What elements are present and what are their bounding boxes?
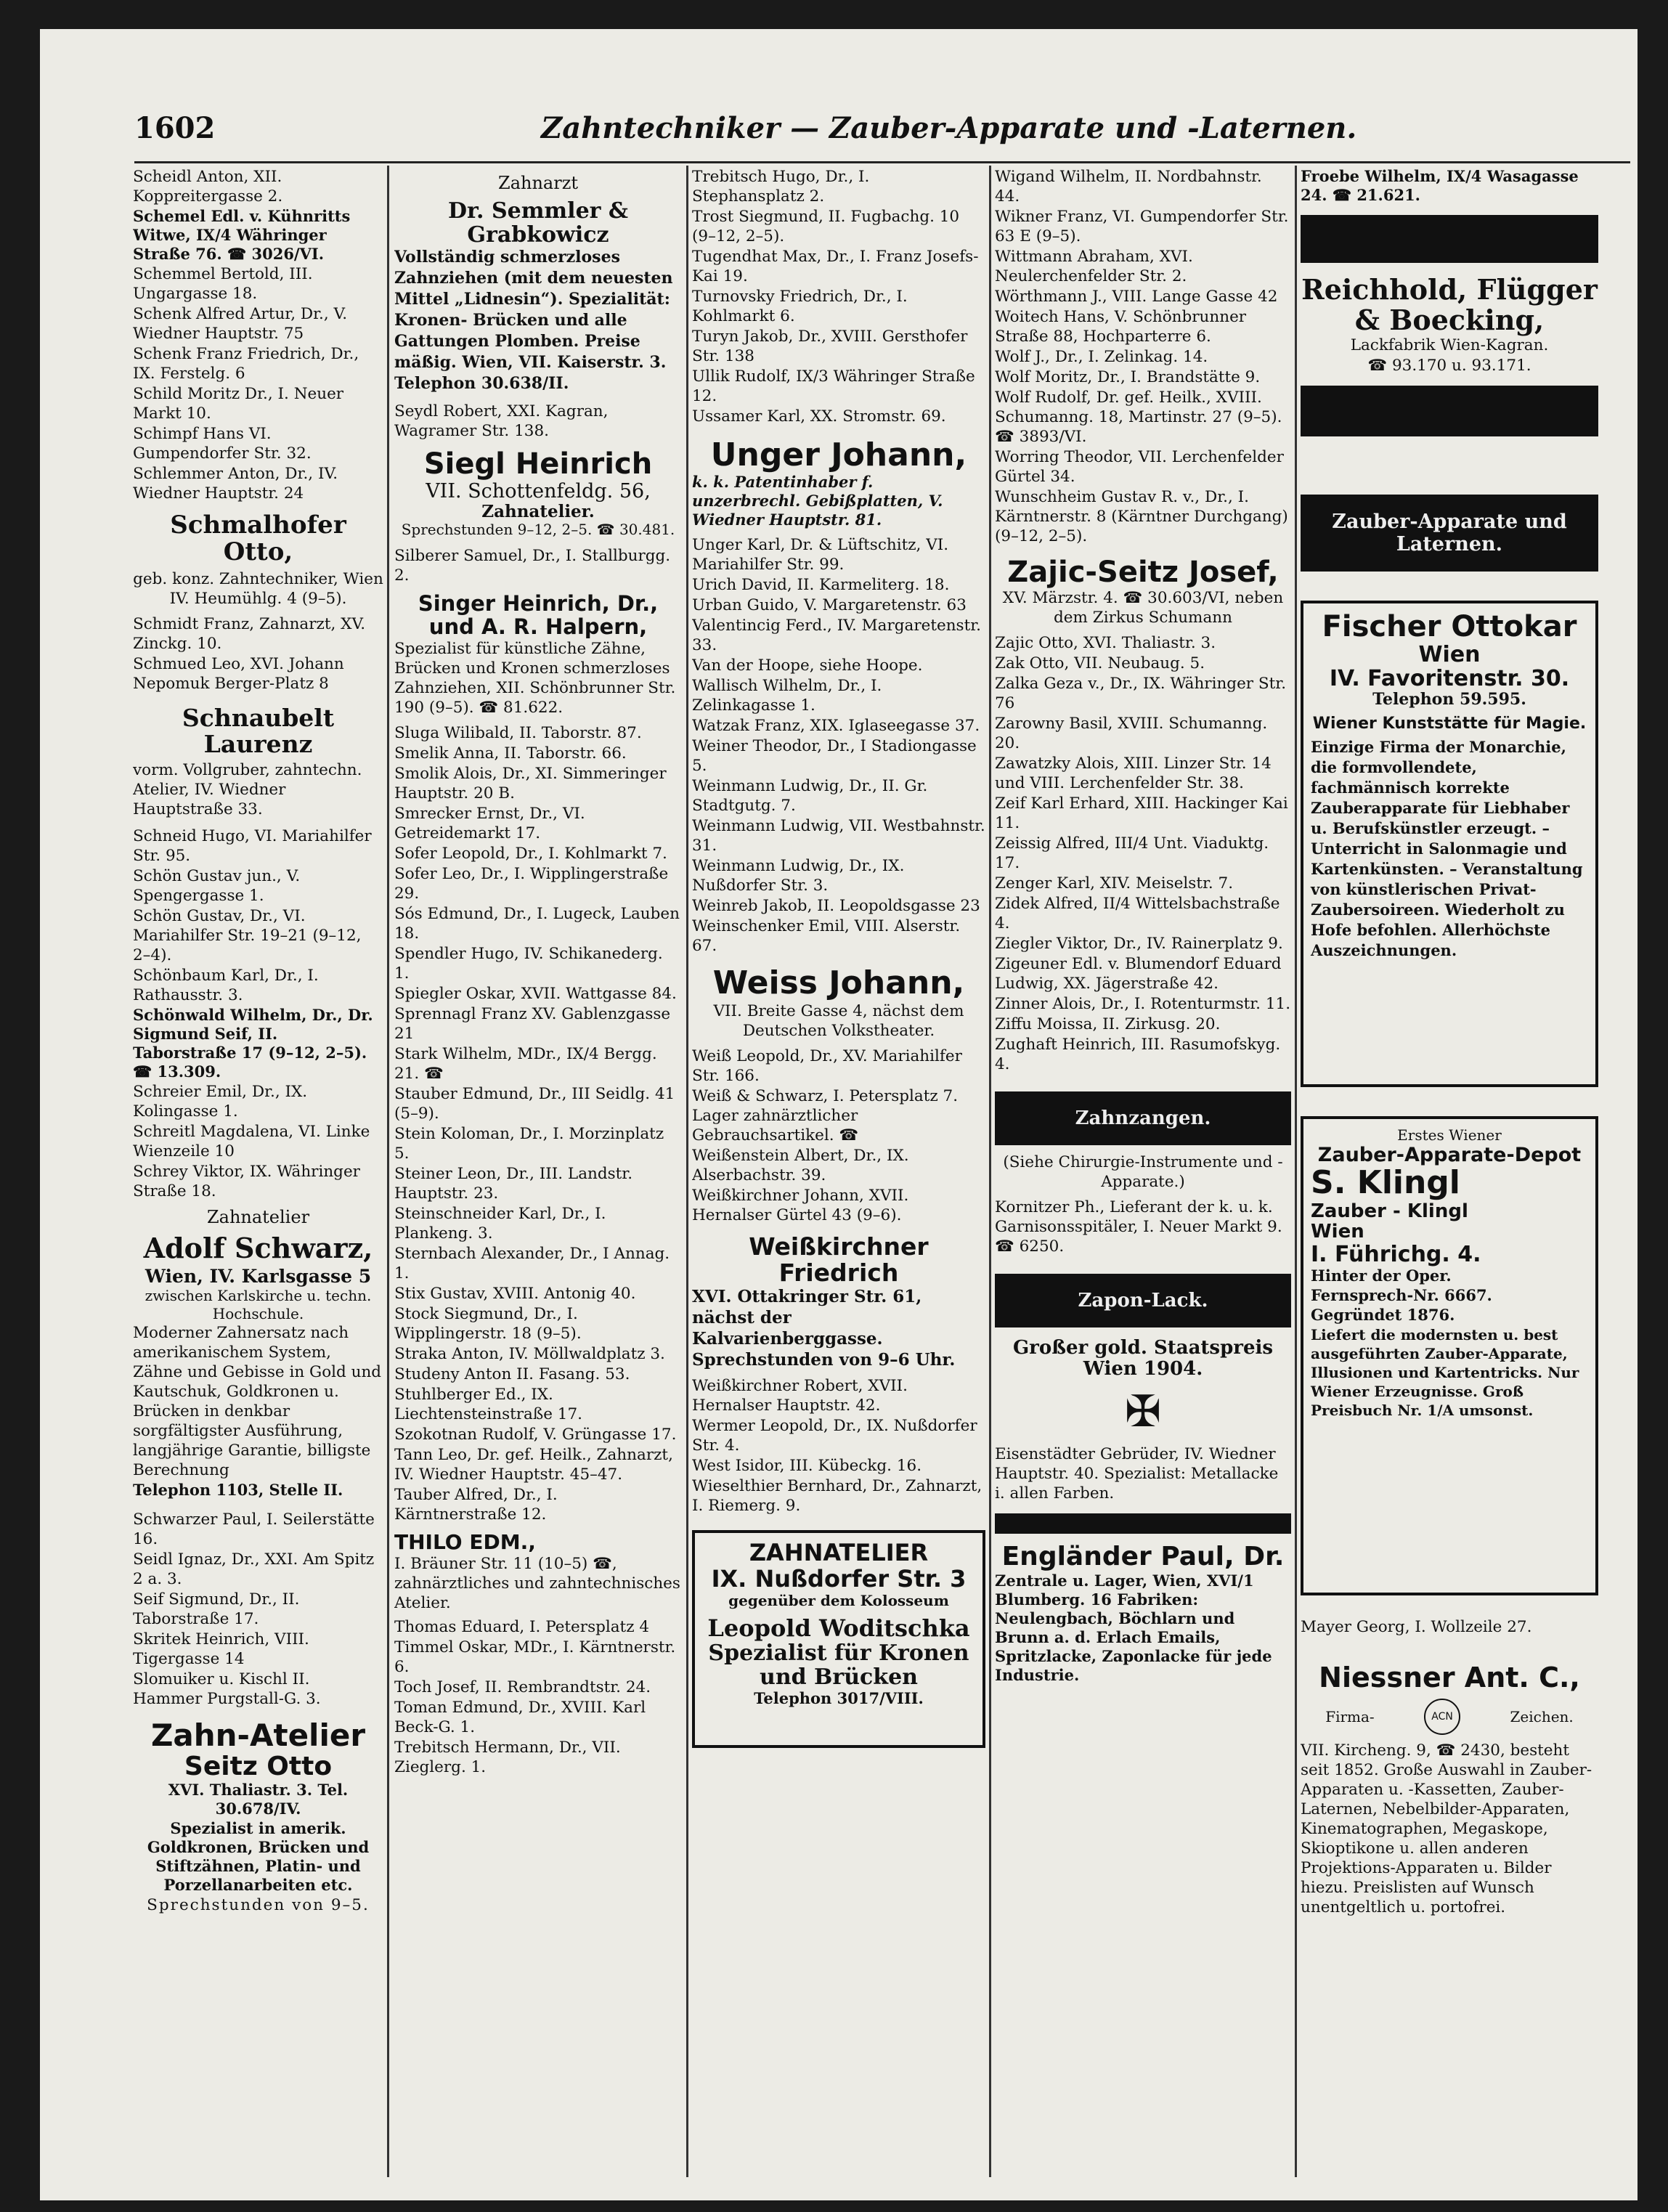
list-item: Zinner Alois, Dr., I. Rotenturmstr. 11. bbox=[995, 995, 1291, 1013]
ad-name: Weiss Johann, bbox=[712, 964, 965, 1002]
list-item: Schemmel Bertold, III. Ungargasse 18. bbox=[133, 265, 313, 303]
list-item: Schönbaum Karl, Dr., I. Rathausstr. 3. bbox=[133, 967, 319, 1005]
list-item: Ziegler Viktor, Dr., IV. Rainerplatz 9. bbox=[995, 935, 1283, 953]
list-item: Toman Edmund, Dr., XVIII. Karl Beck-G. 1. bbox=[394, 1698, 646, 1736]
list-item: Turyn Jakob, Dr., XVIII. Gersthofer Str. 138 bbox=[692, 328, 968, 365]
ad-sub: gegenüber dem Kolosseum bbox=[728, 1591, 949, 1609]
list-item: Ullik Rudolf, IX/3 Währinger Straße 12. bbox=[692, 367, 975, 405]
list-item: Schrey Viktor, IX. Währinger Straße 18. bbox=[133, 1163, 360, 1201]
column-divider bbox=[686, 166, 688, 2177]
list-item: Seydl Robert, XXI. Kagran, Wagramer Str. 138. bbox=[394, 402, 609, 440]
ad-city: Wien bbox=[1418, 641, 1481, 667]
ad-text: Zentrale u. Lager, Wien, XVI/1 Blumberg. 16 Fabriken: Neulengbach, Böchlarn und Brunn a. d. Erlach Emails, Spritzlacke, Zaponlacke für jede Industrie. bbox=[995, 1571, 1272, 1684]
list-item: Stock Siegmund, Dr., I. Wipplingerstr. 18 (9–5). bbox=[394, 1305, 582, 1343]
page-number: 1602 bbox=[134, 111, 216, 145]
list-item: Urban Guido, V. Margaretenstr. 63 bbox=[692, 596, 967, 615]
section-bar: Zauber-Apparate und Laternen. bbox=[1301, 495, 1598, 572]
list-item: Zenger Karl, XIV. Meiselstr. 7. bbox=[995, 874, 1234, 892]
list-item: Eisenstädter Gebrüder, IV. Wiedner Hauptstr. 40. Spezialist: Metallacke i. allen Farben. bbox=[995, 1445, 1279, 1503]
ad-sub: Wiener Kunststätte für Magie. bbox=[1312, 714, 1587, 733]
list-item: Mayer Georg, I. Wollzeile 27. bbox=[1301, 1617, 1532, 1636]
ad-small: Erstes Wiener bbox=[1397, 1126, 1502, 1144]
list-item: Wittmann Abraham, XVI. Neulerchenfelder Str. 2. bbox=[995, 248, 1193, 285]
list-item: Steinschneider Karl, Dr., I. Plankeng. 3. bbox=[394, 1205, 606, 1243]
list-item: Smelik Anna, II. Taborstr. 66. bbox=[394, 744, 627, 763]
page-header bbox=[134, 98, 1630, 156]
list-item: Trost Siegmund, II. Fugbachg. 10 (9–12, 2–5). bbox=[692, 208, 960, 245]
list-item: Wallisch Wilhelm, Dr., I. Zelinkagasse 1. bbox=[692, 677, 882, 715]
list-item: Weinmann Ludwig, Dr., IX. Nußdorfer Str. 3. bbox=[692, 857, 905, 895]
ad-text: vorm. Vollgruber, zahntechn. Atelier, IV. Wiedner Hauptstraße 33. bbox=[133, 761, 362, 819]
list-item: Smolik Alois, Dr., XI. Simmeringer Hauptstr. 20 B. bbox=[394, 765, 667, 803]
ad-text: Liefert die modernsten u. best ausgeführten Zauber-Apparate, Illusionen und Kartentricks. Nur Wiener Erzeugnisse. Groß Preisbuch Nr. 1/A umsonst. bbox=[1311, 1325, 1579, 1419]
ad-name: Siegl Heinrich bbox=[423, 447, 653, 481]
list-item: Sós Edmund, Dr., I. Lugeck, Lauben 18. bbox=[394, 905, 680, 943]
list-item: Wörthmann J., VIII. Lange Gasse 42 bbox=[995, 288, 1278, 306]
list-item: Trebitsch Hermann, Dr., VII. Zieglerg. 1. bbox=[394, 1738, 621, 1776]
ad-name: Weißkirchner Friedrich bbox=[749, 1232, 929, 1288]
ad-name: Schnaubelt Laurenz bbox=[182, 703, 335, 759]
list-item: Froebe Wilhelm, IX/4 Wasagasse 24. ☎ 21.621. bbox=[1301, 167, 1579, 204]
ad-box-klingl bbox=[1301, 1116, 1598, 1595]
list-item: Watzak Franz, XIX. Iglaseegasse 37. bbox=[692, 717, 980, 736]
ad-city: Wien bbox=[1311, 1221, 1364, 1243]
ad-text: Einzige Firma der Monarchie, die formvollendete, fachmännisch korrekte Zauberapparate für Liebhaber u. Berufskünstler erzeugt. – Unterricht in Salonmagie und Kartenkünsten. – Veranstaltung von künstlerischen Privat-Zaubersoireen. Wiederholt zu Hofe befohlen. Allerhöchste Auszeichnungen. bbox=[1311, 737, 1583, 959]
list-item: Szokotnan Rudolf, V. Grüngasse 17. bbox=[394, 1426, 677, 1444]
list-item: Weiß & Schwarz, I. Petersplatz 7. Lager zahnärztlicher Gebrauchsartikel. ☎ bbox=[692, 1086, 959, 1144]
ad-name: THILO EDM., bbox=[394, 1530, 536, 1555]
ad-text: XV. Märzstr. 4. ☎ 30.603/VI, neben dem Zirkus Schumann bbox=[1002, 589, 1284, 627]
ad-address: I. Führichg. 4. bbox=[1311, 1241, 1481, 1267]
trademark-label-right: Zeichen. bbox=[1510, 1707, 1574, 1725]
ad-name: Singer Heinrich, Dr., und A. R. Halpern, bbox=[418, 591, 659, 640]
list-item: Wolf Moritz, Dr., I. Brandstätte 9. bbox=[995, 368, 1261, 386]
column-divider bbox=[387, 166, 389, 2177]
ad-phone: Fernsprech-Nr. 6667. bbox=[1311, 1285, 1492, 1304]
ad-phone: Telephon 59.595. bbox=[1372, 689, 1526, 709]
column-4 bbox=[995, 167, 1291, 2186]
list-item: Weinreb Jakob, II. Leopoldsgasse 23 bbox=[692, 897, 980, 916]
list-item: Schemel Edl. v. Kühnritts Witwe, IX/4 Währinger Straße 76. ☎ 3026/VI. bbox=[133, 207, 351, 263]
ad-name: Seitz Otto bbox=[184, 1751, 333, 1781]
ad-text: I. Bräuner Str. 11 (10–5) ☎, zahnärztliches und zahntechnisches Atelier. bbox=[394, 1554, 680, 1612]
list-item: Timmel Oskar, MDr., I. Kärntnerstr. 6. bbox=[394, 1638, 676, 1676]
ad-box-woditschka bbox=[692, 1530, 985, 1748]
ad-hours: Sprechstunden von 9–5. bbox=[147, 1896, 370, 1915]
ad-title: ZAHNATELIER bbox=[749, 1539, 929, 1567]
list-item: Zidek Alfred, II/4 Wittelsbachstraße 4. bbox=[995, 895, 1280, 932]
section-label: Zahnatelier bbox=[206, 1207, 310, 1228]
ad-name: Leopold Woditschka bbox=[707, 1614, 970, 1642]
list-item: Zajic Otto, XVI. Thaliastr. 3. bbox=[995, 634, 1216, 652]
ad-text: VII. Breite Gasse 4, nächst dem Deutschen Volkstheater. bbox=[713, 1001, 964, 1040]
list-item: Wolf J., Dr., I. Zelinkag. 14. bbox=[995, 348, 1208, 366]
ad-sub: Zauber - Klingl bbox=[1311, 1200, 1468, 1222]
list-item: Wermer Leopold, Dr., IX. Nußdorfer Str. 4. bbox=[692, 1417, 977, 1455]
ad-hours: Sprechstunden 9–12, 2–5. ☎ 30.481. bbox=[401, 521, 675, 539]
ad-name: S. Klingl bbox=[1311, 1164, 1460, 1202]
list-item: Weinschenker Emil, VIII. Alserstr. 67. bbox=[692, 917, 961, 956]
ad-name: Reichhold, Flügger & Boecking, bbox=[1301, 273, 1598, 336]
list-item: Weinmann Ludwig, VII. Westbahnstr. 31. bbox=[692, 817, 985, 855]
list-item: Ussamer Karl, XX. Stromstr. 69. bbox=[692, 407, 946, 426]
column-2 bbox=[394, 167, 682, 2186]
list-item: Valentincig Ferd., IV. Margaretenstr. 33. bbox=[692, 617, 981, 655]
list-item: Schlemmer Anton, Dr., IV. Wiedner Hauptstr. 24 bbox=[133, 465, 338, 503]
ad-note: Hinter der Oper. bbox=[1311, 1266, 1452, 1285]
column-1 bbox=[133, 167, 383, 2186]
ad-sub: Zahnatelier. bbox=[481, 502, 595, 521]
list-item: Schneid Hugo, VI. Mariahilfer Str. 95. bbox=[133, 827, 372, 866]
list-item: Seif Sigmund, Dr., II. Taborstraße 17. bbox=[133, 1590, 300, 1628]
list-item: Scheidl Anton, XII. Koppreitergasse 2. bbox=[133, 168, 283, 206]
ad-text: Vollständig schmerzloses Zahnziehen (mit dem neuesten Mittel „Lidnesin“). Spezialität: Kronen- Brücken und alle Gattungen Plomben. Preise mäßig. Wien, VII. Kaiserstr. 3. Telephon 30.638/II. bbox=[394, 248, 673, 393]
list-item: Turnovsky Friedrich, Dr., I. Kohlmarkt 6. bbox=[692, 288, 908, 325]
list-item: Tugendhat Max, Dr., I. Franz Josefs-Kai 19. bbox=[692, 248, 979, 285]
list-item: Schimpf Hans VI. Gumpendorfer Str. 32. bbox=[133, 425, 312, 463]
list-item: Stark Wilhelm, MDr., IX/4 Bergg. 21. ☎ bbox=[394, 1045, 657, 1083]
ad-name: Fischer Ottokar bbox=[1322, 609, 1577, 643]
list-item: Silberer Samuel, Dr., I. Stallburgg. 2. bbox=[394, 547, 671, 585]
list-item: Wolf Rudolf, Dr. gef. Heilk., XVIII. Schumanng. 18, Martinstr. 27 (9–5). ☎ 3893/VI. bbox=[995, 389, 1282, 446]
ad-address: IV. Favoritenstr. 30. bbox=[1329, 665, 1570, 691]
list-item: Schmued Leo, XVI. Johann Nepomuk Berger-Platz 8 bbox=[133, 654, 344, 693]
list-item: Zawatzky Alois, XIII. Linzer Str. 14 und VIII. Lerchenfelder Str. 38. bbox=[995, 755, 1272, 792]
column-divider bbox=[1295, 166, 1297, 2177]
ad-name: Adolf Schwarz, bbox=[143, 1232, 373, 1265]
ad-text: Lackfabrik Wien-Kagran. bbox=[1350, 336, 1549, 354]
list-item: Schwarzer Paul, I. Seilerstätte 16. bbox=[133, 1510, 375, 1548]
list-item: Stuhlberger Ed., IX. Liechtensteinstraße 17. bbox=[394, 1386, 582, 1424]
section-bar: Zahnzangen. bbox=[995, 1091, 1291, 1145]
list-item: Steiner Leon, Dr., III. Landstr. Hauptstr. 23. bbox=[394, 1165, 633, 1203]
ad-title: Großer gold. Staatspreis Wien 1904. bbox=[1012, 1337, 1274, 1380]
list-item: Seidl Ignaz, Dr., XXI. Am Spitz 2 a. 3. bbox=[133, 1550, 375, 1588]
trademark-label-left: Firma- bbox=[1325, 1707, 1375, 1725]
list-item: Unger Karl, Dr. & Lüftschitz, VI. Mariahilfer Str. 99. bbox=[692, 536, 949, 574]
list-item: Sprennagl Franz XV. Gablenzgasse 21 bbox=[394, 1005, 671, 1044]
list-item: Weiß Leopold, Dr., XV. Mariahilfer Str. 166. bbox=[692, 1046, 962, 1085]
list-item: Schreitl Magdalena, VI. Linke Wienzeile 10 bbox=[133, 1123, 370, 1161]
list-item: Schenk Alfred Artur, Dr., V. Wiedner Hauptstr. 75 bbox=[133, 305, 348, 343]
list-item: Urich David, II. Karmeliterg. 18. bbox=[692, 576, 950, 595]
list-item: Schreier Emil, Dr., IX. Kolingasse 1. bbox=[133, 1083, 308, 1121]
trademark-logo: ACN bbox=[1424, 1699, 1460, 1735]
ad-address: VII. Schottenfeldg. 56, bbox=[426, 480, 651, 503]
list-item: Spendler Hugo, IV. Schikanederg. 1. bbox=[394, 945, 663, 983]
list-item: Schön Gustav jun., V. Spengergasse 1. bbox=[133, 867, 301, 906]
list-item: Tauber Alfred, Dr., I. Kärntnerstraße 12. bbox=[394, 1486, 558, 1524]
page-title: Zahntechniker — Zauber-Apparate und -Laternen. bbox=[541, 111, 1357, 145]
list-item: Stein Koloman, Dr., I. Morzinplatz 5. bbox=[394, 1125, 664, 1163]
ad-text: Spezialist für künstliche Zähne, Brücken und Kronen schmerzloses Zahnziehen, XII. Schönbrunner Str. 190 (9–5). ☎ 81.622. bbox=[394, 640, 676, 717]
list-item: Tann Leo, Dr. gef. Heilk., Zahnarzt, IV. Wiedner Hauptstr. 45–47. bbox=[394, 1446, 673, 1484]
list-item: Weißkirchner Johann, XVII. Hernalser Gürtel 43 (9–6). bbox=[692, 1186, 909, 1224]
list-item: Weinmann Ludwig, Dr., II. Gr. Stadtgutg. 7. bbox=[692, 777, 928, 816]
list-item: Worring Theodor, VII. Lerchenfelder Gürtel 34. bbox=[995, 448, 1284, 486]
ad-title: Zahn-Atelier bbox=[150, 1717, 366, 1753]
ad-phone: Telephon 1103, Stelle II. bbox=[133, 1480, 343, 1499]
ad-name: Dr. Semmler & Grabkowicz bbox=[447, 198, 628, 248]
list-item: Sluga Wilibald, II. Taborstr. 87. bbox=[394, 724, 642, 743]
list-item: West Isidor, III. Kübeckg. 16. bbox=[692, 1457, 922, 1476]
list-item: Sofer Leo, Dr., I. Wipplingerstraße 29. bbox=[394, 865, 669, 903]
list-item: Woitech Hans, V. Schönbrunner Straße 88, Hochparterre 6. bbox=[995, 308, 1247, 346]
list-item: Schild Moritz Dr., I. Neuer Markt 10. bbox=[133, 385, 344, 423]
list-item: Weißenstein Albert, Dr., IX. Alserbachstr. 39. bbox=[692, 1146, 909, 1184]
list-item: Wunschheim Gustav R. v., Dr., I. Kärntnerstr. 8 (Kärntner Durchgang) (9–12, 2–5). bbox=[995, 488, 1288, 545]
list-item: Zak Otto, VII. Neubaug. 5. bbox=[995, 654, 1205, 672]
list-item: Skritek Heinrich, VIII. Tigergasse 14 bbox=[133, 1630, 309, 1668]
eagle-seal-icon: ✠ bbox=[1124, 1386, 1162, 1438]
ad-name: Niessner Ant. C., bbox=[1319, 1661, 1580, 1693]
list-item: Spiegler Oskar, XVII. Wattgasse 84. bbox=[394, 985, 677, 1004]
list-item: Wikner Franz, VI. Gumpendorfer Str. 63 E (9–5). bbox=[995, 208, 1289, 245]
list-item: Schönwald Wilhelm, Dr., Dr. Sigmund Seif, II. Taborstraße 17 (9–12, 2–5). ☎ 13.309. bbox=[133, 1006, 373, 1081]
ad-address: XVI. Thaliastr. 3. Tel. 30.678/IV. bbox=[168, 1781, 349, 1818]
list-item: Studeny Anton II. Fasang. 53. bbox=[394, 1365, 630, 1384]
ad-founded: Gegründet 1876. bbox=[1311, 1305, 1455, 1324]
ad-text: Spezialist für Kronen und Brücken bbox=[708, 1640, 969, 1690]
list-item: Schmidt Franz, Zahnarzt, XV. Zinckg. 10. bbox=[133, 614, 366, 653]
section-bar: Zapon-Lack. bbox=[995, 1274, 1291, 1327]
list-item: Sofer Leopold, Dr., I. Kohlmarkt 7. bbox=[394, 845, 667, 863]
list-item: Zughaft Heinrich, III. Rasumofskyg. 4. bbox=[995, 1036, 1281, 1073]
column-5 bbox=[1301, 167, 1598, 2186]
section-note: (Siehe Chirurgie-Instrumente und -Apparate.) bbox=[1003, 1153, 1283, 1191]
list-item: Wieselthier Bernhard, Dr., Zahnarzt, I. Riemerg. 9. bbox=[692, 1477, 983, 1516]
list-item: Toch Josef, II. Rembrandtstr. 24. bbox=[394, 1678, 651, 1696]
ad-text: Moderner Zahnersatz nach amerikanischem System, Zähne und Gebisse in Gold und Kautschuk, Goldkronen u. Brücken in denkbar sorgfältigster Ausführung, langjährige Garantie, billigste Berechnung bbox=[133, 1323, 382, 1479]
list-item: Ziffu Moissa, II. Zirkusg. 20. bbox=[995, 1015, 1221, 1033]
divider-bar bbox=[995, 1513, 1291, 1534]
list-item: Zalka Geza v., Dr., IX. Währinger Str. 76 bbox=[995, 675, 1287, 712]
ad-text: Spezialist in amerik. Goldkronen, Brücken und Stiftzähnen, Platin- und Porzellanarbeiten etc. bbox=[147, 1819, 370, 1895]
column-3 bbox=[692, 167, 985, 2186]
list-item: Straka Anton, IV. Möllwaldplatz 3. bbox=[394, 1345, 665, 1364]
list-item: Wigand Wilhelm, II. Nordbahnstr. 44. bbox=[995, 168, 1262, 206]
trademark-row bbox=[1301, 1699, 1598, 1735]
ad-phone: Telephon 3017/VIII. bbox=[754, 1688, 924, 1707]
list-item: Zeif Karl Erhard, XIII. Hackinger Kai 11. bbox=[995, 794, 1288, 832]
divider-bar bbox=[1301, 386, 1598, 436]
ad-title: Zauber-Apparate-Depot bbox=[1317, 1143, 1582, 1166]
list-item: Smrecker Ernst, Dr., VI. Getreidemarkt 17. bbox=[394, 805, 585, 843]
ad-name: Unger Johann, bbox=[710, 436, 967, 473]
ad-name: Schmalhofer Otto, bbox=[170, 511, 346, 567]
ad-phone: ☎ 93.170 u. 93.171. bbox=[1367, 356, 1531, 375]
list-item: Stauber Edmund, Dr., III Seidlg. 41 (5–9). bbox=[394, 1085, 675, 1123]
ad-address: IX. Nußdorfer Str. 3 bbox=[711, 1564, 967, 1593]
ad-box-fischer bbox=[1301, 601, 1598, 1087]
list-item: Stix Gustav, XVIII. Antonig 40. bbox=[394, 1285, 636, 1304]
section-label: Zahnarzt bbox=[498, 173, 578, 193]
ad-name: Zajic-Seitz Josef, bbox=[1007, 556, 1279, 589]
ad-sub: zwischen Karlskirche u. techn. Hochschule. bbox=[145, 1286, 372, 1322]
ad-address: Wien, IV. Karlsgasse 5 bbox=[145, 1266, 372, 1288]
ad-text: VII. Kircheng. 9, ☎ 2430, besteht seit 1852. Große Auswahl in Zauber-Apparaten u. -Kassetten, Zauber-Laternen, Nebelbilder-Apparaten, Kinematographen, Megaskope, Skioptikone u. allen anderen Projektions-Apparaten u. Bilder hiezu. Preislisten auf Wunsch unentgeltlich u. portofrei. bbox=[1301, 1741, 1592, 1917]
column-divider bbox=[989, 166, 991, 2177]
list-item: Weiner Theodor, Dr., I Stadiongasse 5. bbox=[692, 737, 977, 776]
list-item: Van der Hoope, siehe Hoope. bbox=[692, 656, 923, 675]
directory-page bbox=[40, 29, 1638, 2200]
list-item: Zarowny Basil, XVIII. Schumanng. 20. bbox=[995, 715, 1268, 752]
divider-bar bbox=[1301, 215, 1598, 263]
list-item: Trebitsch Hugo, Dr., I. Stephansplatz 2. bbox=[692, 168, 870, 206]
ad-text: XVI. Ottakringer Str. 61, nächst der Kalvarienberggasse. Sprechstunden von 9–6 Uhr. bbox=[692, 1287, 956, 1370]
list-item: Sternbach Alexander, Dr., I Annag. 1. bbox=[394, 1245, 670, 1283]
header-rule bbox=[134, 161, 1630, 163]
list-item: Kornitzer Ph., Lieferant der k. u. k. Garnisonsspitäler, I. Neuer Markt 9. ☎ 6250. bbox=[995, 1198, 1282, 1256]
ad-text: geb. konz. Zahntechniker, Wien IV. Heumühlg. 4 (9–5). bbox=[133, 569, 383, 608]
list-item: Schön Gustav, Dr., VI. Mariahilfer Str. 19–21 (9–12, 2–4). bbox=[133, 907, 362, 965]
list-item: Zeissig Alfred, III/4 Unt. Viaduktg. 17. bbox=[995, 834, 1269, 872]
list-item: Zigeuner Edl. v. Blumendorf Eduard Ludwig, XX. Jägerstraße 42. bbox=[995, 955, 1282, 993]
ad-text: k. k. Patentinhaber f. unzerbrechl. Gebißplatten, V. Wiedner Hauptstr. 81. bbox=[692, 473, 943, 529]
ad-name: Engländer Paul, Dr. bbox=[1001, 1542, 1285, 1572]
list-item: Schenk Franz Friedrich, Dr., IX. Ferstelg. 6 bbox=[133, 345, 359, 383]
list-item: Weißkirchner Robert, XVII. Hernalser Hauptstr. 42. bbox=[692, 1377, 908, 1415]
list-item: Thomas Eduard, I. Petersplatz 4 bbox=[394, 1617, 650, 1636]
list-item: Slomuiker u. Kischl II. Hammer Purgstall-G. 3. bbox=[133, 1670, 321, 1708]
